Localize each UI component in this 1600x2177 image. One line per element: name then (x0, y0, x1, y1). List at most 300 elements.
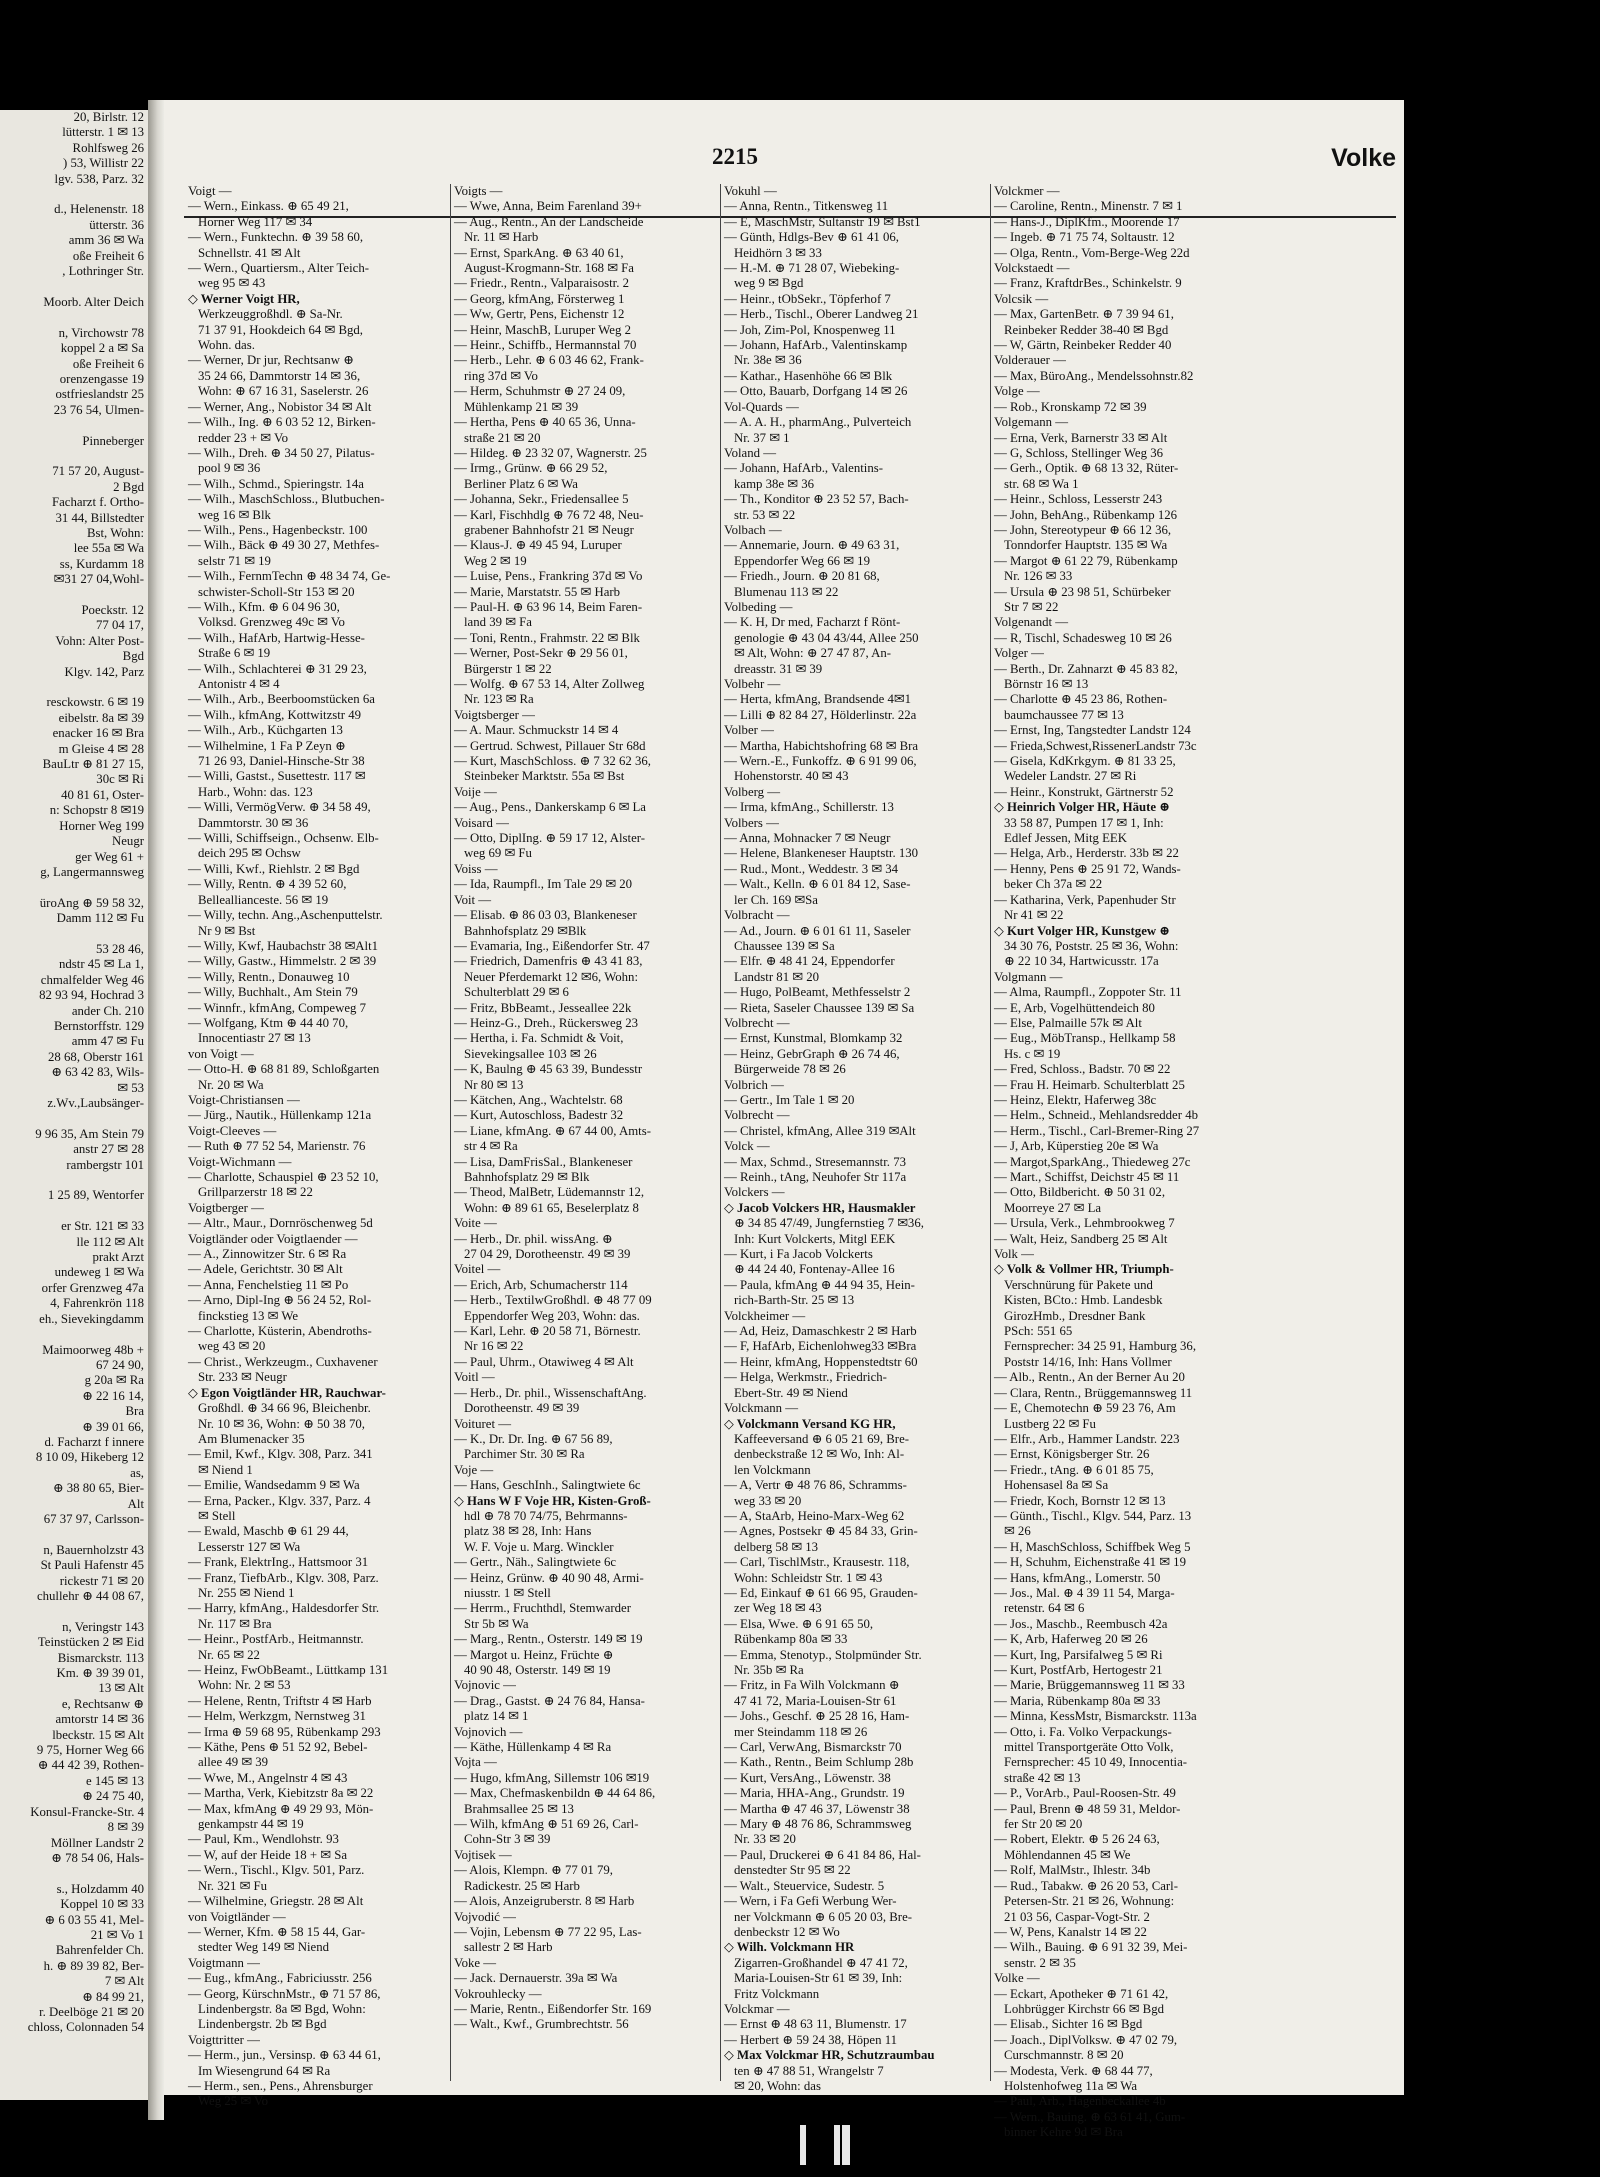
directory-entry: — Otto, DiplIng. ⊕ 59 17 12, Alster- (454, 831, 646, 846)
left-page-line: prakt Arzt (92, 1250, 144, 1265)
surname-heading: Volbers — (724, 815, 779, 830)
directory-entry: — H, MaschSchloss, Schiffbek Weg 5 (994, 1539, 1191, 1554)
directory-entry: Möhlendannen 45 ✉ We (1004, 1847, 1131, 1862)
directory-entry: — Johanna, Sekr., Friedensallee 5 (454, 492, 629, 507)
film-sprocket-mark (800, 2125, 840, 2165)
surname-heading: Volckmar — (724, 2001, 790, 2016)
directory-entry: — Ernst, Ing, Tangstedter Landstr 124 (994, 723, 1191, 738)
surname-heading: Vokuhl — (724, 184, 777, 198)
directory-entry: — W, Gärtn, Reinbeker Redder 40 (994, 338, 1172, 353)
directory-entry: Steinbeker Marktstr. 55a ✉ Bst (464, 769, 625, 784)
directory-entry: straße 42 ✉ 13 (1004, 1770, 1081, 1785)
left-page-line: ) 53, Willistr 22 (62, 156, 144, 171)
directory-entry: Nr. 255 ✉ Niend 1 (198, 1585, 295, 1600)
left-page-line: undeweg 1 ✉ Wa (54, 1265, 144, 1280)
left-page-line: 1 25 89, Wentorfer (47, 1188, 144, 1203)
surname-heading: Voigtmann — (188, 1955, 260, 1970)
directory-entry: — Erich, Arb, Schumacherstr 114 (454, 1277, 628, 1292)
directory-entry: GirozHmb., Dresdner Bank (1004, 1308, 1146, 1323)
directory-entry: — Ruth ⊕ 77 52 54, Marienstr. 76 (188, 1139, 366, 1154)
directory-entry: Str 7 ✉ 22 (1004, 599, 1059, 614)
directory-entry: — Wern., Bauing. ⊕ 63 61 41, Gum- (994, 2109, 1186, 2124)
directory-entry: — Aug., Rentn., An der Landscheide (454, 214, 644, 229)
directory-entry: — Franz, TiefbArb., Klgv. 308, Parz. (188, 1570, 379, 1585)
directory-entry: — Kurt, MaschSchloss. ⊕ 7 32 62 36, (454, 754, 651, 769)
directory-entry: — A, Vertr ⊕ 48 76 86, Schramms- (724, 1478, 907, 1493)
directory-entry: — Heinr., tObSekr., Töpferhof 7 (724, 291, 891, 306)
directory-entry: Großhdl. ⊕ 34 66 96, Bleichenbr. (198, 1401, 371, 1416)
directory-entry: — Herrm., Fruchthdl, Stemwarder (454, 1601, 631, 1616)
surname-heading: Volckmann — (724, 1401, 799, 1416)
directory-entry: — Willy, Kwf, Haubachstr 38 ✉Alt1 (188, 938, 379, 953)
directory-entry: — K, Baulng ⊕ 45 63 39, Bundesstr (454, 1062, 643, 1077)
left-page-line: Km. ⊕ 39 39 01, (56, 1666, 144, 1681)
directory-entry: — Marie, Rentn., Eißendorfer Str. 169 (454, 2001, 652, 2016)
directory-entry: — Herb., Dr. phil. wissAng. ⊕ (454, 1231, 613, 1246)
directory-entry: Hs. c ✉ 19 (1004, 1046, 1061, 1061)
directory-entry: — Max, BüroAng., Mendelssohnstr.82 (994, 368, 1194, 383)
directory-entry: — Wilh., HafArb, Hartwig-Hesse- (188, 630, 365, 645)
left-page-line: 8 10 09, Hikeberg 12 (35, 1450, 144, 1465)
directory-entry: Werkzeuggroßhdl. ⊕ Sa-Nr. (198, 307, 343, 322)
directory-entry: Nr. 126 ✉ 33 (1004, 569, 1073, 584)
column-1 (184, 184, 451, 2109)
directory-entry: Bahnhofsplatz 29 ✉ Blk (464, 1170, 590, 1184)
directory-entry: Landstr 81 ✉ 20 (734, 969, 820, 984)
directory-entry: platz 38 ✉ 28, Inh: Hans (464, 1524, 592, 1539)
column-2 (450, 184, 721, 2081)
directory-entry: hdl ⊕ 78 70 74/75, Behrmanns- (464, 1508, 628, 1523)
directory-entry: ✉ 20, Wohn: das (734, 2078, 821, 2093)
directory-entry: pool 9 ✉ 36 (198, 461, 261, 476)
directory-entry: straße 21 ✉ 20 (464, 430, 541, 445)
left-page-line: n: Schopstr 8 ✉19 (49, 803, 144, 818)
directory-entry: Nr. 123 ✉ Ra (464, 692, 534, 707)
directory-entry: Lindenbergstr. 2b ✉ Bgd (198, 2017, 327, 2032)
directory-entry: — Willi, VermögVerw. ⊕ 34 58 49, (188, 800, 371, 815)
left-page-line: ✉ 53 (117, 1080, 144, 1095)
directory-entry: Hohenstorstr. 40 ✉ 43 (734, 769, 849, 784)
left-page-line: Klgv. 142, Parz (64, 664, 144, 679)
directory-entry: retenstr. 64 ✉ 6 (1004, 1601, 1085, 1616)
left-page-line: 9 75, Horner Weg 66 (36, 1743, 144, 1758)
directory-entry: Berliner Platz 6 ✉ Wa (464, 476, 578, 491)
directory-entry: — Georg, KürschnMstr., ⊕ 71 57 86, (188, 1986, 381, 2001)
directory-entry: Grillparzerstr 18 ✉ 22 (198, 1185, 313, 1200)
directory-entry: — Paul, Km., Wendlohstr. 93 (188, 1832, 339, 1847)
left-page-line: 67 24 90, (96, 1357, 144, 1372)
directory-entry: August-Krogmann-Str. 168 ✉ Fa (464, 261, 634, 276)
left-page-line (0, 1111, 148, 1126)
directory-entry: — Hertha, i. Fa. Schmidt & Voit, (454, 1031, 624, 1046)
directory-entry: Kaffeeversand ⊕ 6 05 21 69, Bre- (734, 1431, 910, 1446)
directory-entry: — Aug., Pens., Dankerskamp 6 ✉ La (454, 800, 646, 815)
directory-entry: Schnellstr. 41 ✉ Alt (198, 245, 301, 260)
directory-entry: Im Wiesengrund 64 ✉ Ra (198, 2063, 331, 2078)
surname-heading: Volck — (724, 1139, 770, 1154)
surname-heading: Voigtberger — (188, 1200, 264, 1215)
directory-entry: — Anna, Fenchelstieg 11 ✉ Po (188, 1277, 349, 1292)
directory-entry: genkampstr 44 ✉ 19 (198, 1817, 304, 1832)
directory-entry: 34 30 76, Poststr. 25 ✉ 36, Wohn: (1004, 938, 1179, 953)
directory-entry: — Mart., Schiffst, Deichstr 45 ✉ 11 (994, 1170, 1180, 1184)
directory-entry: — Wilh., kfmAng, Kottwitzstr 49 (188, 707, 362, 722)
directory-entry: — Eug., MöbTransp., Hellkamp 58 (994, 1031, 1176, 1046)
directory-entry: sallestr 2 ✉ Harb (464, 1940, 553, 1955)
directory-entry: — Gertrud. Schwest, Pillauer Str 68d (454, 738, 646, 753)
directory-entry: — Lisa, DamFrisSal., Blankeneser (454, 1154, 633, 1169)
directory-entry: — Friedh., Journ. ⊕ 20 81 68, (724, 569, 880, 584)
directory-entry: redder 23 + ✉ Vo (198, 430, 288, 445)
surname-heading: Volckstaedt — (994, 261, 1070, 276)
left-page-line: ⊕ 22 16 14, (82, 1388, 144, 1403)
directory-entry: — Irmg., Grünw. ⊕ 66 29 52, (454, 461, 608, 476)
directory-entry: 40 90 48, Osterstr. 149 ✉ 19 (464, 1663, 611, 1677)
left-page-line: 21 ✉ Vo 1 (90, 1927, 144, 1942)
directory-entry: — Marie, Marstatstr. 55 ✉ Harb (454, 584, 621, 599)
left-page-line: ✉31 27 04,Wohl- (53, 572, 144, 587)
directory-entry: — Karl, Fischhdlg ⊕ 76 72 48, Neu- (454, 507, 644, 522)
directory-entry: ✉ 26 (1004, 1524, 1031, 1539)
directory-entry: — Otto-H. ⊕ 68 81 89, Schloßgarten (188, 1062, 380, 1077)
firm-entry: ◇ Hans W F Voje HR, Kisten-Groß- (454, 1493, 651, 1508)
directory-entry: Straße 6 ✉ 19 (198, 646, 271, 661)
surname-heading: Volgenandt — (994, 615, 1069, 630)
directory-entry: — Ww, Gertr, Pens, Eichenstr 12 (454, 307, 625, 322)
directory-entry: — Charlotte, Küsterin, Abendroths- (188, 1324, 372, 1339)
directory-entry: — Karl, Lehr. ⊕ 20 58 71, Börnestr. (454, 1324, 641, 1339)
surname-heading: Vojnovic — (454, 1678, 516, 1693)
left-page-line: n, Veringstr 143 (62, 1619, 144, 1634)
directory-entry: Cohn-Str 3 ✉ 39 (464, 1832, 551, 1847)
directory-entry: — Eckart, Apotheker ⊕ 71 61 42, (994, 1986, 1169, 2001)
directory-entry: — Marg., Rentn., Osterstr. 149 ✉ 19 (454, 1632, 643, 1647)
directory-entry: allee 49 ✉ 39 (198, 1755, 269, 1770)
directory-entry: — Herm., Tischl., Carl-Bremer-Ring 27 (994, 1123, 1200, 1138)
firm-entry: ◇ Max Volckmar HR, Schutzraumbau (724, 2048, 935, 2063)
directory-entry: — Alb., Rentn., An der Berner Au 20 (994, 1370, 1185, 1385)
directory-entry: Moorreye 27 ✉ La (1004, 1200, 1102, 1215)
left-page-line: oße Freiheit 6 (72, 356, 144, 371)
directory-entry: denstedter Str 95 ✉ 22 (734, 1863, 851, 1878)
directory-entry: — Winnfr., kfmAng, Compeweg 7 (188, 1000, 367, 1015)
directory-entry: denbeckstraße 12 ✉ Wo, Inh: Al- (734, 1447, 905, 1462)
directory-entry: — John, Stereotypeur ⊕ 66 12 36, (994, 522, 1172, 537)
directory-entry: — Willy, techn. Ang.,Aschenputtelstr. (188, 908, 383, 923)
directory-entry: — Wolfg. ⊕ 67 53 14, Alter Zollweg (454, 677, 645, 691)
firm-entry: ◇ Wilh. Volckmann HR (724, 1940, 855, 1955)
directory-entry: — Drag., Gastst. ⊕ 24 76 84, Hansa- (454, 1693, 645, 1708)
left-page-line: ⊕ 6 03 55 41, Mel- (44, 1912, 144, 1927)
directory-entry: — Willy, Rentn. ⊕ 4 39 52 60, (188, 877, 347, 892)
directory-entry: 27 04 29, Dorotheenstr. 49 ✉ 39 (464, 1247, 631, 1262)
directory-entry: — Herta, kfmAng, Brandsende 4✉1 (724, 692, 911, 707)
directory-entry: — Heinz, GebrGraph ⊕ 26 74 46, (724, 1046, 900, 1061)
left-page-line: Damm 112 ✉ Fu (56, 911, 144, 926)
directory-entry: — Frank, ElektrIng., Hattsmoor 31 (188, 1555, 369, 1570)
directory-entry: Wohn: ⊕ 89 61 65, Beselerplatz 8 (464, 1200, 639, 1215)
firm-entry: ◇ Kurt Volger HR, Kunstgew ⊕ (994, 923, 1171, 938)
directory-entry: — Heinr, kfmAng, Hoppenstedtstr 60 (724, 1354, 918, 1369)
directory-entry: Wedeler Landstr. 27 ✉ Ri (1004, 769, 1137, 784)
left-page-line: lle 112 ✉ Alt (76, 1234, 144, 1249)
directory-entry: Innocentiastr 27 ✉ 13 (198, 1031, 311, 1046)
directory-entry: Nr 80 ✉ 13 (464, 1077, 524, 1092)
directory-entry: genologie ⊕ 43 04 43/44, Allee 250 (734, 630, 919, 645)
directory-entry: ✉ Stell (198, 1508, 236, 1523)
directory-entry: — K. H, Dr med, Facharzt f Rönt- (724, 615, 901, 630)
directory-entry: — Herbert ⊕ 59 24 38, Höpen 11 (724, 2032, 898, 2047)
directory-entry: — Hugo, kfmAng, Sillemstr 106 ✉19 (454, 1770, 650, 1785)
left-page-line: lbeckstr. 15 ✉ Alt (52, 1727, 144, 1742)
directory-entry: Fritz Volckmann (734, 1986, 820, 2001)
directory-entry: — Herm., jun., Versinsp. ⊕ 63 44 61, (188, 2048, 381, 2063)
directory-entry: — Wern., Einkass. ⊕ 65 49 21, (188, 199, 349, 214)
directory-entry: — Kurt, Ing, Parsifalweg 5 ✉ Ri (994, 1647, 1163, 1662)
page-number: 2215 (712, 144, 758, 169)
directory-entry: — Heinr., Schiffb., Hermannstal 70 (454, 338, 637, 353)
directory-entry: — Willi, Gastst., Susettestr. 117 ✉ (188, 769, 366, 784)
left-page-line: ⊕ 38 80 65, Bier- (52, 1481, 144, 1496)
left-page-line: Bgd (122, 649, 144, 664)
left-page-line: 28 68, Oberstr 161 (48, 1049, 144, 1064)
directory-entry: — Friedr., tAng. ⊕ 6 01 85 75, (994, 1462, 1154, 1477)
directory-entry: — Wilh., Kfm. ⊕ 6 04 96 30, (188, 599, 340, 614)
directory-entry: — Altr., Maur., Dornröschenweg 5d (188, 1216, 373, 1231)
directory-entry: Holstenhofweg 11a ✉ Wa (1004, 2078, 1138, 2093)
directory-entry: — Ad., Journ. ⊕ 6 01 61 11, Saseler (724, 923, 911, 938)
directory-entry: 35 24 66, Dammtorstr 14 ✉ 36, (198, 368, 361, 383)
directory-entry: finckstieg 13 ✉ We (198, 1308, 299, 1323)
left-page-line (0, 418, 148, 433)
directory-entry: — Liane, kfmAng. ⊕ 67 44 00, Amts- (454, 1123, 651, 1138)
directory-entry: — Arno, Dipl-Ing ⊕ 56 24 52, Rol- (188, 1293, 372, 1308)
directory-entry: — Heinz, Grünw. ⊕ 40 90 48, Armi- (454, 1570, 644, 1585)
directory-entry: mittel Transportgeräte Otto Volk, (1004, 1740, 1174, 1755)
directory-entry: — Paul, Uhrm., Otawiweg 4 ✉ Alt (454, 1354, 634, 1369)
directory-entry: — Ernst, SparkAng. ⊕ 63 40 61, (454, 245, 624, 260)
surname-heading: Volbach — (724, 522, 782, 537)
directory-entry: Chaussee 139 ✉ Sa (734, 938, 835, 953)
directory-entry: — Werner, Post-Sekr ⊕ 29 56 01, (454, 646, 628, 661)
directory-entry: — Wilh., FernmTechn ⊕ 48 34 74, Ge- (188, 569, 391, 584)
directory-entry: — Martha ⊕ 47 46 37, Löwenstr 38 (724, 1801, 910, 1816)
directory-entry: — Wilh., Arb., Küchgarten 13 (188, 723, 343, 738)
directory-entry: — J, Arb, Küperstieg 20e ✉ Wa (994, 1139, 1159, 1154)
directory-entry: land 39 ✉ Fa (464, 615, 532, 630)
directory-entry: — Wilh., Schmd., Spieringstr. 14a (188, 476, 364, 491)
directory-entry: kamp 38e ✉ 36 (734, 476, 815, 491)
surname-heading: Volbeding — (724, 599, 793, 614)
directory-entry: beker Ch 37a ✉ 22 (1004, 877, 1103, 892)
left-page-line: Bst, Wohn: (86, 525, 144, 540)
directory-entry: ⊕ 44 24 40, Fontenay-Allee 16 (734, 1262, 895, 1277)
left-page-line: amm 47 ✉ Fu (71, 1034, 144, 1049)
left-page-line: 67 37 97, Carlsson- (43, 1511, 144, 1526)
surname-heading: Volbehr — (724, 677, 781, 691)
left-page-line: Maimoorweg 48b + (42, 1342, 144, 1357)
directory-entry: — A. A. H., pharmAng., Pulverteich (724, 415, 912, 430)
directory-entry: baumchaussee 77 ✉ 13 (1004, 707, 1124, 722)
directory-entry: senstr. 2 ✉ 35 (1004, 1955, 1076, 1970)
left-page-line (0, 927, 148, 942)
directory-entry: — Alma, Raumpfl., Zoppoter Str. 11 (994, 985, 1182, 1000)
directory-entry: Wohn: Nr. 2 ✉ 53 (198, 1678, 291, 1693)
surname-heading: Voke — (454, 1955, 497, 1970)
directory-entry: PSch: 551 65 (1004, 1324, 1073, 1339)
directory-entry: — Anna, Rentn., Titkensweg 11 (724, 199, 889, 214)
directory-entry: — Frieda,Schwest,RissenerLandstr 73c (994, 738, 1197, 753)
directory-entry: — Alois, Klempn. ⊕ 77 01 79, (454, 1863, 613, 1878)
left-page-line: Möllner Landstr 2 (50, 1835, 144, 1850)
directory-entry: — K, Arb, Haferweg 20 ✉ 26 (994, 1632, 1148, 1647)
directory-entry: Sievekingsallee 103 ✉ 26 (464, 1046, 597, 1061)
directory-entry: — Rieta, Saseler Chaussee 139 ✉ Sa (724, 1000, 915, 1015)
left-page-line: Vohn: Alter Post- (55, 633, 144, 648)
directory-entry: rich-Barth-Str. 25 ✉ 13 (734, 1293, 855, 1308)
directory-entry: — Ingeb. ⊕ 71 75 74, Soltaustr. 12 (994, 230, 1175, 245)
directory-entry: dreasstr. 31 ✉ 39 (734, 661, 823, 676)
directory-entry: — Lilli ⊕ 82 84 27, Hölderlinstr. 22a (724, 707, 917, 722)
directory-entry: — Heinr., Schloss, Lesserstr 243 (994, 492, 1163, 507)
directory-entry: — Christel, kfmAng, Allee 319 ✉Alt (724, 1123, 916, 1138)
directory-entry: — Herb., Dr. phil., WissenschaftAng. (454, 1385, 647, 1400)
directory-entry: — Helm, Werkzgm, Nernstweg 31 (188, 1709, 366, 1724)
directory-entry: — Wolfgang, Ktm ⊕ 44 40 70, (188, 1015, 349, 1030)
left-page-line: enacker 16 ✉ Bra (52, 726, 144, 741)
directory-entry: — Georg, kfmAng, Försterweg 1 (454, 291, 625, 306)
directory-entry: — Wilh., MaschSchloss., Blutbuchen- (188, 492, 385, 507)
directory-entry: — Wern.-E., Funkoffz. ⊕ 6 91 99 06, (724, 754, 917, 769)
directory-entry: — Carl, TischlMstr., Krausestr. 118, (724, 1555, 910, 1570)
directory-entry: Heidhörn 3 ✉ 33 (734, 245, 822, 260)
surname-heading: Volbrecht — (724, 1108, 790, 1123)
directory-entry: — Gisela, KdKrkgym. ⊕ 81 33 25, (994, 754, 1176, 769)
surname-heading: Voigts — (454, 184, 503, 198)
left-page-line: BauLtr ⊕ 81 27 15, (42, 757, 144, 772)
directory-entry: — Jack. Dernauerstr. 39a ✉ Wa (454, 1971, 618, 1986)
directory-entry: — Werner, Ang., Nobistor 34 ✉ Alt (188, 399, 372, 414)
surname-heading: Voit — (454, 892, 492, 907)
directory-entry: — Minna, KessMstr, Bismarckstr. 113a (994, 1709, 1197, 1724)
directory-entry: — Franz, KraftdrBes., Schinkelstr. 9 (994, 276, 1182, 291)
surname-heading: Volbrecht — (724, 1015, 790, 1030)
left-page-line: ger Weg 61 + (75, 849, 144, 864)
directory-entry: Nr. 65 ✉ 22 (198, 1647, 260, 1662)
directory-entry: — Otto, Bauarb, Dorfgang 14 ✉ 26 (724, 384, 908, 399)
surname-heading: von Voigt — (188, 1046, 254, 1061)
left-page-line: Moorb. Alter Deich (43, 294, 144, 309)
left-page-line: n, Bauernholzstr 43 (43, 1542, 144, 1557)
directory-entry: — K., Dr. Dr. Ing. ⊕ 67 56 89, (454, 1431, 613, 1446)
directory-entry: — H, Schuhm, Eichenstraße 41 ✉ 19 (994, 1555, 1186, 1570)
directory-entry: Wohn: ⊕ 67 16 31, Saselerstr. 26 (198, 384, 369, 399)
firm-entry: ◇ Volckmann Versand KG HR, (724, 1416, 896, 1431)
directory-entry: Kisten, BCto.: Hmb. Landesbk (1004, 1293, 1163, 1308)
left-page-line: ⊕ 39 01 66, (82, 1419, 144, 1434)
directory-entry: weg 43 ✉ 20 (198, 1339, 266, 1354)
directory-entry: stedter Weg 149 ✉ Niend (198, 1940, 329, 1955)
firm-entry: ◇ Egon Voigtländer HR, Rauchwar- (188, 1385, 386, 1400)
directory-entry: — Fritz, BbBeamt., Jesseallee 22k (454, 1000, 632, 1015)
left-page-line (0, 1173, 148, 1188)
directory-entry: — Wilh., Dreh. ⊕ 34 50 27, Pilatus- (188, 445, 375, 460)
surname-heading: Volber — (724, 723, 774, 738)
directory-entry: — Wilhelmine, 1 Fa P Zeyn ⊕ (188, 738, 346, 753)
directory-entry: — Emma, Stenotyp., Stolpmünder Str. (724, 1647, 922, 1662)
directory-entry: — Rolf, MalMstr., Ihlestr. 34b (994, 1863, 1151, 1878)
directory-entry: — Willi, Schiffseign., Ochsenw. Elb- (188, 831, 379, 846)
directory-entry: — Hans-J., DiplKfm., Moorende 17 (994, 214, 1180, 229)
directory-entry: Antonistr 4 ✉ 4 (198, 677, 280, 691)
directory-entry: — Werner, Kfm. ⊕ 58 15 44, Gar- (188, 1924, 366, 1939)
left-page-line: lütterstr. 1 ✉ 13 (62, 125, 144, 140)
directory-entry: — Ursula, Verk., Lehmbrookweg 7 (994, 1216, 1175, 1231)
directory-entry: — Hildeg. ⊕ 23 32 07, Wagnerstr. 25 (454, 445, 647, 460)
directory-entry: Lindenbergstr. 8a ✉ Bgd, Wohn: (198, 2001, 366, 2016)
directory-entry: Harb., Wohn: das. 123 (198, 784, 313, 799)
directory-entry: ⊕ 34 85 47/49, Jungfernstieg 7 ✉36, (734, 1216, 924, 1231)
directory-entry: schwister-Scholl-Str 153 ✉ 20 (198, 584, 355, 599)
directory-entry: Weg 2 ✉ 19 (464, 553, 527, 568)
directory-entry: — E, MaschMstr, Sultanstr 19 ✉ Bst1 (724, 214, 921, 229)
directory-entry: — Wwe, M., Angelnstr 4 ✉ 43 (188, 1770, 348, 1785)
directory-entry: ✉ Niend 1 (198, 1462, 253, 1477)
surname-heading: Vokrouhlecky — (454, 1986, 542, 2001)
left-page-line: eh., Sievekingdamm (39, 1311, 144, 1326)
directory-entry: Mühlenkamp 21 ✉ 39 (464, 399, 579, 414)
left-page-line: Bismarckstr. 113 (57, 1650, 144, 1665)
surname-heading: Voituret — (454, 1416, 511, 1431)
directory-entry: — Wilh., Arb., Beerboomstücken 6a (188, 692, 375, 707)
directory-entry: — Fred, Schloss., Badstr. 70 ✉ 22 (994, 1062, 1171, 1077)
firm-entry: ◇ Werner Voigt HR, (188, 291, 300, 306)
left-page-line: e 145 ✉ 13 (86, 1773, 144, 1788)
directory-entry: — Helene, Blankeneser Hauptstr. 130 (724, 846, 919, 861)
directory-entry: — Robert, Elektr. ⊕ 5 26 24 63, (994, 1832, 1160, 1847)
surname-heading: Voigtsberger — (454, 707, 535, 722)
directory-entry: Volksd. Grenzweg 49c ✉ Vo (198, 615, 345, 630)
left-page-line: resckowstr. 6 ✉ 19 (46, 695, 144, 710)
directory-entry: — Günth., Tischl., Klgv. 544, Parz. 13 (994, 1508, 1192, 1523)
left-page-line: ndstr 45 ✉ La 1, (58, 957, 144, 972)
running-head: Volke (1331, 144, 1396, 172)
surname-heading: Voigt — (188, 184, 232, 198)
directory-entry: — Gertr., Im Tale 1 ✉ 20 (724, 1092, 855, 1107)
directory-entry: — Charlotte ⊕ 45 23 86, Rothen- (994, 692, 1168, 707)
directory-entry: — R, Tischl, Schadesweg 10 ✉ 26 (994, 630, 1172, 645)
surname-heading: Voland — (724, 445, 777, 460)
directory-entry: — Vojin, Lebensm ⊕ 77 22 95, Las- (454, 1924, 642, 1939)
directory-entry: — Irma ⊕ 59 68 95, Rübenkamp 293 (188, 1724, 381, 1739)
left-page-line (0, 310, 148, 325)
left-page-line: 82 93 94, Hochrad 3 (39, 988, 144, 1003)
surname-heading: Voigt-Wichmann — (188, 1154, 292, 1169)
left-page-line (0, 588, 148, 603)
directory-entry: — Heinr., Konstrukt, Gärtnerstr 52 (994, 784, 1174, 799)
directory-entry: — Maria, Rübenkamp 80a ✉ 33 (994, 1693, 1161, 1708)
directory-entry: 47 41 72, Maria-Louisen-Str 61 (734, 1693, 897, 1708)
surname-heading: Volbracht — (724, 908, 790, 923)
directory-entry: Nr. 117 ✉ Bra (198, 1616, 272, 1631)
directory-entry: — Rud., Tabakw. ⊕ 26 20 53, Carl- (994, 1878, 1178, 1893)
directory-entry: — Walt., Steuervice, Sudestr. 5 (724, 1878, 885, 1893)
directory-entry: — Wern, i Fa Gefi Werbung Wer- (724, 1894, 897, 1909)
directory-entry: — W, auf der Heide 18 + ✉ Sa (188, 1847, 348, 1862)
directory-entry: — Jos., Maschb., Reembusch 42a (994, 1616, 1168, 1631)
directory-entry: — Joh, Zim-Pol, Knospenweg 11 (724, 322, 896, 337)
left-page-line (0, 1604, 148, 1619)
